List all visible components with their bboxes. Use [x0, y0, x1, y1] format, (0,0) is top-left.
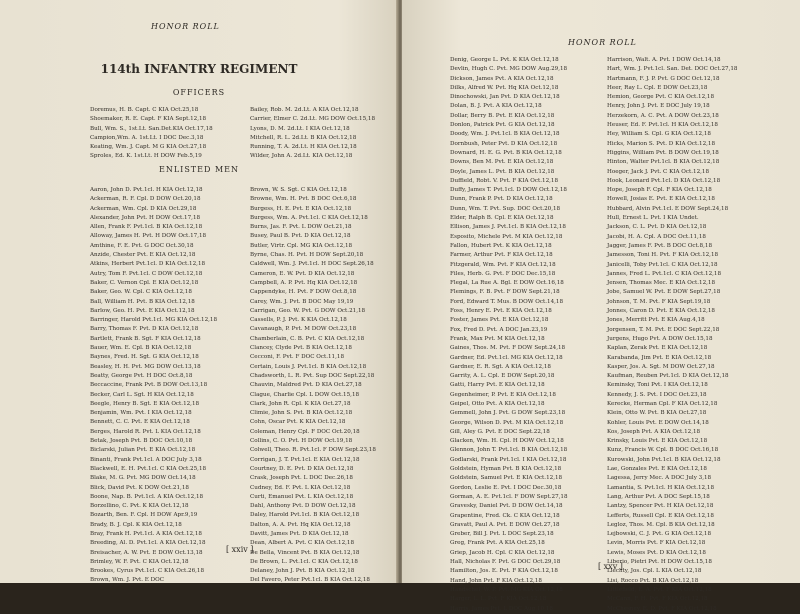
honor-roll-entry: Caldwell, Wm. J. Pvt.1cl. H DOC Sept.26,18: [250, 261, 374, 268]
honor-roll-entry: Cohn, Oscar Pvt. K KIA Oct.12,18: [250, 419, 346, 426]
honor-roll-entry: Lewis, Moses Pvt. D KIA Oct.12,18: [607, 549, 706, 556]
honor-roll-entry: Geipel, Otto Pvt. A KIA Oct.12,18: [450, 400, 545, 407]
honor-roll-entry: Karabanda, Jim Pvt. E KIA Oct.12,18: [607, 354, 712, 361]
honor-roll-entry: Anzide, Chester Pvt. E KIA Oct.12,18: [90, 252, 196, 259]
honor-roll-entry: Burns, Jas. F. Pvt. L DOW Oct.21,18: [250, 224, 352, 231]
officers-column-1: [90, 106, 213, 162]
honor-roll-entry: Liechty, Jos. Cpl. L KIA Oct.12,18: [607, 568, 702, 575]
enlisted-column-1: [90, 186, 217, 586]
honor-roll-entry: Lae, Gonzales Pvt. E KIA Oct.12,18: [607, 466, 707, 473]
honor-roll-entry: Cappendyke, H. Pvt. F DOW Oct.8,18: [250, 289, 357, 296]
honor-roll-entry: Harger, L. L. Pvt. F KIA Oct.12,18: [450, 596, 547, 603]
folio-right: [ xxv ]: [598, 562, 623, 571]
honor-roll-entry: Bozarth, Ben. F. Cpl. H DOW Apr.9,19: [90, 512, 198, 519]
honor-roll-entry: Barry, Thomas F. Pvt. D KIA Oct.12,18: [90, 326, 199, 333]
honor-roll-entry: Foss, Henry E. Pvt. E KIA Oct.12,18: [450, 308, 552, 315]
honor-roll-entry: Cudney, Ed. F. Pvt. L KIA Oct.12,18: [250, 484, 351, 491]
honor-roll-entry: Keminsky, Toni Pvt. I KIA Oct.12,18: [607, 382, 708, 389]
honor-roll-entry: Bull, Wm. S., 1st.Lt. San.Det.KIA Oct.17,18: [90, 125, 213, 132]
honor-roll-entry: Downard, H. E. G. Pvt. B KIA Oct.12,18: [450, 149, 562, 156]
honor-roll-entry: Gravesky, Daniel Pvt. D DOW Oct.14,18: [450, 503, 563, 510]
honor-roll-entry: Ball, William H. Pvt. B KIA Oct.12,18: [90, 298, 195, 305]
honor-roll-entry: Dollar, Berry B. Pvt. E KIA Oct.12,18: [450, 112, 555, 119]
honor-roll-entry: De Brown, L. Pvt.1cl. C KIA Oct.12,18: [250, 558, 358, 565]
honor-roll-entry: Kohler, Louis Pvt. E DOW Oct.14,18: [607, 419, 709, 426]
honor-roll-entry: Doody, Wm. J. Pvt.1cl. B KIA Oct.12,18: [450, 131, 560, 138]
honor-roll-entry: Hamilton, Jos. E. Pvt. F KIA Oct.12,18: [450, 568, 558, 575]
honor-roll-entry: Kos, Joseph Pvt. A KIA Oct.12,18: [607, 428, 701, 435]
honor-roll-entry: Downs, Ben M. Pvt. E KIA Oct.12,18: [450, 159, 554, 166]
honor-roll-entry: Benjamin, Wm. Pvt. I KIA Oct.12,18: [90, 410, 192, 417]
honor-roll-entry: Atkins, Herbert Pvt.1cl. D KIA Oct.12,18: [90, 261, 206, 268]
honor-roll-entry: Clancey, Clyde Pvt. B KIA Oct.12,18: [250, 345, 352, 352]
honor-roll-entry: Harris, James Pvt. L DOC Aug.10,18: [450, 605, 553, 612]
honor-roll-entry: Ford, Edward T. Mus. B DOW Oct.14,18: [450, 298, 564, 305]
honor-roll-entry: Dalton, A. A. Pvt. Hq KIA Oct.12,18: [250, 521, 351, 528]
honor-roll-entry: Kennedy, J. S. Pvt. I DOC Oct.23,18: [607, 391, 707, 398]
honor-roll-entry: Ackerman, Wm. Cpl. D KIA Oct.29,18: [90, 205, 197, 212]
honor-roll-entry: Gatti, Harry Pvt. E KIA Oct.12,18: [450, 382, 545, 389]
honor-roll-entry: Clague, Charlie Cpl. L DOW Oct.15,18: [250, 391, 360, 398]
officers-heading: OFFICERS: [172, 88, 226, 97]
honor-roll-entry: Blake, M. G. Pvt. MG DOW Oct.14,18: [90, 475, 196, 482]
honor-roll-entry: Beegle, Henry B. Sgt. E KIA Oct.12,18: [90, 400, 200, 407]
honor-roll-entry: Donlon, Patrick Pvt. G KIA Oct.12,18: [450, 122, 555, 129]
honor-roll-entry: Heer, Ray L. Cpl. E DOW Oct.23,18: [607, 84, 708, 91]
honor-roll-entry: Campion,Wm. A. 1st.Lt. I DOC Dec.3,18: [90, 134, 204, 141]
honor-roll-entry: Hubbard, Alvin Pvt.1cl. E DOW Sept.24,18: [607, 205, 729, 212]
honor-roll-entry: Heuser, Ed. F. Pvt.1cl. H KIA Oct.12,18: [607, 122, 718, 129]
enlisted-column-2: [250, 186, 376, 586]
honor-roll-entry: Byrne, Chas. H. Pvt. H DOW Sept.20,18: [250, 252, 364, 259]
honor-roll-entry: Aaron, John D. Pvt.1cl. H KIA Oct.12,18: [90, 187, 203, 193]
honor-roll-entry: Jackson, C. L. Pvt. D KIA Oct.12,18: [607, 224, 707, 231]
honor-roll-entry: Chadsworth, L. R. Pvt. Sup DOC Sept.22,18: [250, 372, 375, 379]
honor-roll-entry: Dolan, B. J. Pvt. A KIA Oct.12,18: [450, 103, 542, 110]
honor-roll-entry: Gegenheimer, P. Pvt. E KIA Oct.12,18: [450, 391, 556, 398]
honor-roll-entry: Foster, James Pvt. E KIA Oct.12,18: [450, 317, 549, 324]
honor-roll-entry: Grapentine, Fred. Ck. C KIA Oct.12,18: [450, 512, 560, 519]
honor-roll-entry: Barringer, Harold Pvt.1cl. MG KIA Oct.12,18: [90, 317, 218, 324]
honor-roll-entry: Jamesson, Toni H. Pvt. F KIA Oct.12,18: [607, 252, 719, 259]
honor-roll-entry: Garrity, A. L. Cpl. E DOW Sept.20,18: [450, 373, 555, 380]
honor-roll-entry: Blackwell, E. H. Pvt.1cl. C KIA Oct.25,18: [90, 465, 207, 472]
honor-roll-entry: Goldstein, Hyman Pvt. B KIA Oct.12,18: [450, 466, 562, 473]
honor-roll-entry: McChesney, E. D. Pvt. F KIA Oct.12,18: [607, 605, 717, 612]
honor-roll-entry: Handschel, W. P. Pvt. MG KIA Oct.12,18: [450, 586, 563, 593]
honor-roll-entry: Jurgens, Hugo Pvt. A DOW Oct.15,18: [607, 335, 713, 342]
honor-roll-entry: Griep, Jacob H. Cpl. C KIA Oct.12,18: [450, 549, 555, 556]
honor-roll-entry: Duffield, Robt. V. Pvt. F KIA Oct.12,18: [450, 177, 559, 184]
honor-roll-entry: Fitzgerald, Wm. Pvt. F KIA Oct.12,18: [450, 261, 556, 268]
honor-roll-entry: Crask, Joseph Pvt. L DOC Dec.26,18: [250, 475, 353, 482]
honor-roll-entry: Devlin, Hugh C. Pvt. MG DOW Aug.29,18: [450, 66, 568, 73]
honor-roll-entry: Hartmann, F. J. P. Pvt. G DOC Oct.12,18: [607, 75, 720, 82]
honor-roll-entry: Dahl, Anthony Pvt. D DOW Oct.12,18: [250, 503, 356, 510]
honor-roll-entry: Dilks, Alfred W. Pvt. Hq KIA Oct.12,18: [450, 84, 559, 91]
honor-roll-entry: Henry, John J. Pvt. E DOC July 19,18: [607, 103, 710, 110]
honor-roll-entry: Colwell, Theo. R. Pvt.1cl. F DOW Sept.23,18: [250, 447, 376, 454]
honor-roll-entry: Courtney, D. E. Pvt. D KIA Oct.12,18: [250, 465, 354, 472]
honor-roll-entry: Frank, Max Pvt. M KIA Oct.12,18: [450, 335, 545, 342]
honor-roll-entry: Davitt, James Pvt. D KIA Oct.12,18: [250, 530, 349, 537]
honor-roll-entry: Dunn, Frank P. Pvt. D KIA Oct.12,18: [450, 196, 553, 203]
honor-roll-entry: Binanti, Frank Pvt.1cl. A DOC July 3,18: [90, 456, 202, 463]
honor-roll-entry: Flemings, F. B. Pvt. F DOW Sept.21,18: [450, 289, 560, 296]
honor-roll-entry: Jacobi, H. A. Cpl. A DOC Oct.11,18: [607, 233, 706, 240]
honor-roll-entry: Brady, B. J. Cpl. K KIA Oct.12,18: [90, 521, 182, 528]
honor-roll-entry: Del Favero, Peter Pvt.1cl. B KIA Oct.12,18: [250, 577, 370, 584]
honor-roll-entry: Gardner, E. R. Sgt. A KIA Oct.12,18: [450, 363, 551, 370]
honor-roll-entry: Kerecke, Herman Cpl. F KIA Oct.12,18: [607, 400, 718, 407]
honor-roll-entry: Browne, Wm. H. Pvt. B DOC Oct.6,18: [250, 196, 357, 203]
honor-roll-entry: McCann, F. H. Pvt. F KIA Oct.12,18: [607, 596, 708, 603]
honor-roll-entry: Hicks, Marion S. Pvt. D KIA Oct.12,18: [607, 140, 716, 147]
honor-roll-entry: Lang, Arthur Pvt. A DOC Sept.15,18: [607, 493, 710, 500]
honor-roll-entry: Kunz, Francis W. Cpl. B DOC Oct.16,18: [607, 447, 719, 454]
honor-roll-entry: Becker, Carl L. Sgt. H KIA Oct.12,18: [90, 391, 194, 398]
honor-roll-entry: Amthine, F. E. Pvt. G DOC Oct.30,18: [90, 242, 194, 249]
honor-roll-entry: Gravatt, Paul A. Pvt. E DOW Oct.27,18: [450, 521, 560, 528]
honor-roll-entry: Campbell, A. P. Pvt. Hq KIA Oct.12,18: [250, 279, 358, 286]
honor-roll-entry: Hope, Joseph F. Cpl. F KIA Oct.12,18: [607, 187, 712, 194]
honor-roll-entry: Dinochowski, Jan Pvt. D KIA Oct.12,18: [450, 94, 560, 101]
honor-roll-entry: Breeding, Al. D. Pvt.1cl. A KIA Oct.12,18: [90, 540, 206, 547]
honor-roll-entry: Elder, Ralph B. Cpl. E KIA Oct.12,18: [450, 215, 554, 222]
honor-roll-entry: Beccaccine, Frank Pvt. B DOW Oct.13,18: [90, 382, 208, 389]
honor-roll-entry: Jonnes, Caron D. Pvt. E KIA Oct.12,18: [607, 308, 715, 315]
honor-roll-entry: Liberio, Pietri Pvt. H DOW Oct.15,18: [607, 559, 712, 566]
honor-roll-entry: Fallon, Hubert Pvt. K KIA Oct.12,18: [450, 242, 552, 249]
honor-roll-entry: Cavanaugh, P. Pvt. M DOW Oct.23,18: [250, 326, 357, 333]
honor-roll-entry: Brown, Wm. J. Pvt. E DOC: [90, 577, 165, 584]
honor-roll-entry: Krinsky, Louis Pvt. E KIA Oct.12,18: [607, 438, 708, 445]
honor-roll-entry: Klein, Otto W. Pvt. B KIA Oct.27,18: [607, 410, 707, 417]
honor-roll-entry: Hart, Wm. J. Pvt.1cl. San. Det. DOC Oct.27,18: [607, 66, 738, 73]
honor-roll-entry: Hall, Nicholas F. Pvt. G DOC Oct.29,18: [450, 559, 561, 566]
honor-roll-entry: Breisacher, A. W. Pvt. E DOW Oct.13,18: [90, 549, 203, 556]
honor-roll-entry: Higgins, William Pvt. B DOW Oct.19,18: [607, 149, 719, 156]
honor-roll-entry: Jensen, Thomas Mec. E KIA Oct.12,18: [607, 280, 716, 287]
honor-roll-entry: Carey, Wm. J. Pvt. B DOC May 19,19: [250, 298, 354, 305]
honor-roll-entry: Hook, Leonard Pvt.1cl. D KIA Oct.12,18: [607, 177, 721, 184]
honor-roll-entry: Lamantia, S. Pvt.1cl. H KIA Oct.12,18: [607, 484, 715, 491]
officers-column-2: [250, 106, 375, 162]
honor-roll-entry: Wilder, John A. 2d.Lt. KIA Oct.12,18: [250, 153, 353, 160]
honor-roll-entry: Blick, David Pvt. K DOW Oct.21,18: [90, 484, 189, 491]
honor-roll-entry: Climie, John S. Pvt. B KIA Oct.12,18: [250, 410, 353, 417]
honor-roll-entry: Gardner, Ed. Pvt.1cl. MG KIA Oct.12,18: [450, 354, 563, 361]
honor-roll-entry: Lisi, Rocco Pvt. B KIA Oct.12,18: [607, 577, 699, 584]
honor-roll-entry: Glacken, Wm. H. Cpl. H DOW Oct.12,18: [450, 438, 564, 445]
honor-roll-entry: Jones, Merritt Pvt. E KIA Aug.4,18: [607, 317, 705, 324]
honor-roll-entry: Doyle, James L. Pvt. B KIA Oct.12,18: [450, 168, 555, 175]
honor-roll-entry: Bennett, C. C. Pvt. E KIA Oct.12,18: [90, 419, 190, 426]
honor-roll-entry: George, Wilson D. Pvt. M KIA Oct.12,18: [450, 419, 564, 426]
honor-roll-entry: Allen, Frank F. Pvt.1cl. B KIA Oct.12,18: [90, 224, 203, 231]
honor-roll-entry: Carrier, Elmer C. 2d.Lt. MG DOW Oct.15,18: [250, 116, 376, 123]
honor-roll-entry: Hand, John Pvt. F KIA Oct.12,18: [450, 577, 542, 584]
honor-roll-entry: Chauvin, Maldred Pvt. D KIA Oct.27,18: [250, 382, 362, 389]
honor-roll-entry: Glennon, John T. Pvt.1cl. B KIA Oct.12,18: [450, 447, 568, 454]
honor-roll-entry: Baynes, Fred. H. Sgt. G KIA Oct.12,18: [90, 354, 199, 361]
folio-left: [ xxiv ]: [226, 545, 254, 554]
honor-roll-entry: Lantzy, Spencer Pvt. H KIA Oct.12,18: [607, 503, 714, 510]
honor-roll-entry: Bartlett, Frank B. Sgt. F KIA Oct.12,18: [90, 335, 201, 342]
honor-roll-entry: Hinton, Walter Pvt.1cl. B KIA Oct.12,18: [607, 159, 720, 166]
honor-roll-entry: Gordon, Leslie E. Pvt. I DOC Dec.30,18: [450, 484, 562, 491]
honor-roll-entry: Gemmell, John J. Pvt. G DOW Sept.23,18: [450, 410, 566, 417]
honor-roll-entry: Coleman, Henry Cpl. F DOC Oct.20,18: [250, 428, 360, 435]
honor-roll-entry: Burgess, H. E. Pvt. E KIA Oct.12,18: [250, 205, 352, 212]
honor-roll-entry: Legloz, Thos. M. Cpl. B KIA Oct.12,18: [607, 521, 715, 528]
honor-roll-entry: Carrigan, Geo. W. Pvt. G DOW Oct.21,18: [250, 307, 366, 314]
honor-roll-entry: Hull, Ernest L. Pvt. I KIA Undet.: [607, 215, 699, 222]
right-column-2: [607, 56, 737, 614]
honor-roll-entry: Lefferts, Russell Cpl. E KIA Oct.12,18: [607, 512, 714, 519]
honor-roll-entry: Lejbowski, C. J. Pvt. G KIA Oct.12,18: [607, 531, 712, 538]
honor-roll-entry: Dickson, James Pvt. A KIA Oct.12,18: [450, 75, 554, 82]
honor-roll-entry: Running, T. A. 2d.Lt. H KIA Oct.12,18: [250, 144, 357, 151]
honor-roll-entry: Files, Herb. G. Pvt. F DOC Dec.15,18: [450, 270, 556, 277]
honor-roll-entry: Cameron, E. W. Pvt. D KIA Oct.12,18: [250, 270, 355, 277]
honor-roll-entry: Brookes, Cyrus Pvt.1cl. C KIA Oct.26,18: [90, 568, 205, 575]
honor-roll-entry: Alexander, John Pvt. H DOW Oct.17,18: [90, 214, 201, 221]
honor-roll-entry: Butler, Virtr. Cpl. MG KIA Oct.12,18: [250, 242, 353, 249]
honor-roll-entry: Hemion, George Pvt. C KIA Oct.12,18: [607, 94, 715, 101]
honor-roll-entry: Certain, Louis J. Pvt.1cl. B KIA Oct.12,18: [250, 363, 367, 370]
honor-roll-entry: Duffy, James T. Pvt.1cl. D DOW Oct.12,18: [450, 187, 567, 194]
right-column-1: [450, 56, 568, 614]
honor-roll-entry: Bailey, Rob. M. 2d.Lt. A KIA Oct.12,18: [250, 107, 359, 113]
honor-roll-entry: Cecconi, F. Pvt. F DOC Oct.11,18: [250, 354, 345, 361]
honor-roll-entry: Mitchell, R. L. 2d.Lt. B KIA Oct.12,18: [250, 134, 357, 141]
honor-roll-entry: Betak, Joseph Pvt. B DOC Oct.10,18: [90, 438, 193, 445]
honor-roll-entry: Doremus, H. B. Capt. C KIA Oct.25,18: [90, 107, 199, 113]
honor-roll-entry: Greg, Frank Pvt. A KIA Oct.25,18: [450, 540, 545, 547]
honor-roll-entry: Herzekorn, A. C. Pvt. A DOW Oct.23,18: [607, 112, 719, 119]
honor-roll-entry: Godlarski, Frank Pvt.1cl. I KIA Oct.12,18: [450, 456, 567, 463]
honor-roll-entry: Levin, Morris Pvt. F KIA Oct.12,18: [607, 540, 706, 547]
honor-roll-entry: Gaines, Thos. M. Pvt. F DOW Sept.24,18: [450, 345, 566, 352]
honor-roll-entry: Burgess, Wm. A. Pvt.1cl. C KIA Oct.12,18: [250, 214, 368, 221]
honor-roll-entry: Barlow, Geo. H. Pvt. E KIA Oct.12,18: [90, 307, 195, 314]
right-page: [402, 0, 800, 612]
honor-roll-entry: Jobe, Samuel W. Pvt. E DOW Sept.27,18: [607, 289, 721, 296]
honor-roll-entry: Dunn, Wm. T. Pvt. Sup. DOC Oct.20,18: [450, 205, 561, 212]
honor-roll-entry: Johnson, T. M. Pvt. F KIA Sept.19,18: [607, 298, 711, 305]
honor-roll-entry: Lyons, D. M. 2d.Lt. I KIA Oct.12,18: [250, 125, 350, 132]
honor-roll-entry: Borzellino, C. Pvt. K KIA Oct.12,18: [90, 503, 189, 510]
running-head-right: HONOR ROLL: [568, 38, 637, 47]
honor-roll-entry: Janicelli, Toby Pvt.1cl. C KIA Oct.12,18: [607, 261, 718, 268]
honor-roll-entry: Ackerman, R. F. Cpl. D DOW Oct.20,18: [90, 196, 201, 203]
honor-roll-entry: Beasley, H. H. Pvt. MG DOW Oct.13,18: [90, 363, 201, 370]
honor-roll-entry: Harrison, Walt. A. Pvt. I DOW Oct.14,18: [607, 57, 721, 63]
left-page: [0, 0, 398, 583]
honor-roll-entry: Kaplan, Zerak Pvt. E KIA Oct.12,18: [607, 345, 708, 352]
honor-roll-entry: Kaufman, Reuben Pvt.1cl. D KIA Oct.12,18: [607, 373, 729, 380]
honor-roll-entry: Cassells, P. J. Pvt. K KIA Oct.12,18: [250, 317, 347, 324]
honor-roll-entry: Jagger, James F. Pvt. B DOC Oct.8,18: [607, 242, 713, 249]
honor-roll-entry: Lagessa, Jerry Mec. A DOC July 3,18: [607, 475, 712, 482]
honor-roll-entry: Boone, Nap. B. Pvt.1cl. A KIA Oct.12,18: [90, 493, 204, 500]
honor-roll-entry: Collins, C. O. Pvt. H DOW Oct.19,18: [250, 438, 353, 445]
honor-roll-entry: Corrigan, J. T. Pvt.1cl. E KIA Oct.12,18: [250, 456, 360, 463]
honor-roll-entry: Autry, Tom F. Pvt.1cl. C DOW Oct.12,18: [90, 270, 203, 277]
honor-roll-entry: Ellison, James J. Pvt.1cl. B KIA Oct.12,18: [450, 224, 566, 231]
honor-roll-entry: Berges, Harold R. Pvt. L KIA Oct.12,18: [90, 428, 201, 435]
honor-roll-entry: Dean, Albert A. Pvt. C KIA Oct.12,18: [250, 540, 355, 547]
honor-roll-entry: Brimley, W. F. Pvt. C KIA Oct.12,18: [90, 558, 189, 565]
honor-roll-entry: Curti, Emanuel Pvt. L KIA Oct.12,18: [250, 493, 354, 500]
honor-roll-entry: Baker, C. Vernon Cpl. E KIA Oct.12,18: [90, 279, 199, 286]
enlisted-heading: ENLISTED MEN: [159, 165, 239, 174]
honor-roll-entry: Kurowski, John Pvt.1cl. B KIA Oct.12,18: [607, 456, 721, 463]
honor-roll-entry: Sproles, Ed. K. 1st.Lt. H DOW Feb.5,19: [90, 153, 202, 160]
honor-roll-entry: Beatty, George Pvt. H DOC Oct.8,18: [90, 372, 193, 379]
honor-roll-entry: Farmer, Arthur Pvt. F KIA Oct.12,18: [450, 252, 553, 259]
honor-roll-entry: Greber, Bill J. Pvt. L DOC Sept.23,18: [450, 531, 554, 538]
honor-roll-entry: Bray, Frank H. Pvt.1cl. A KIA Oct.12,18: [90, 530, 202, 537]
running-head-left: HONOR ROLL: [151, 22, 220, 31]
honor-roll-entry: Delaney, John J. Pvt. B KIA Oct.12,18: [250, 568, 355, 575]
honor-roll-entry: Busey, Paul B. Pvt. D KIA Oct.12,18: [250, 233, 351, 240]
honor-roll-entry: Kasper, Jos. A. Sgt. M DOW Oct.27,18: [607, 363, 715, 370]
honor-roll-entry: Jannes, Fred L. Pvt.1cl. C KIA Oct.12,18: [607, 270, 722, 277]
honor-roll-entry: Shoemaker, R. E. Capt. F KIA Sept.12,18: [90, 116, 207, 123]
honor-roll-entry: Brown, W. S. Sgt. C KIA Oct.12,18: [250, 187, 347, 193]
honor-roll-entry: Biclarski, Julian Pvt. E KIA Oct.12,18: [90, 447, 196, 454]
honor-roll-entry: Clark, John R. Cpl. K KIA Oct.27,18: [250, 400, 351, 407]
honor-roll-entry: Alloway, James H. Pvt. H DOW Oct.17,18: [90, 233, 207, 240]
honor-roll-entry: Fox, Fred D. Pvt. A DOC Jan.23,19: [450, 326, 548, 333]
honor-roll-entry: Bauer, Wm. E. Cpl. B KIA Oct.12,18: [90, 345, 192, 352]
honor-roll-entry: Gill, Aley G. Pvt. E DOC Sept.22,18: [450, 428, 550, 435]
honor-roll-entry: Hey, William S. Cpl. G KIA Oct.12,18: [607, 131, 711, 138]
honor-roll-entry: Gorman, A. E. Pvt.1cl. F DOW Sept.27,18: [450, 493, 568, 500]
honor-roll-entry: Chamberlain, C. B. Pvt. C KIA Oct.12,18: [250, 335, 365, 342]
honor-roll-entry: Howell, Josias E. Pvt. E KIA Oct.12,18: [607, 196, 715, 203]
honor-roll-entry: Flegal, La Rue A. Bgl. E DOW Oct.16,18: [450, 280, 564, 287]
honor-roll-entry: Goldstein, Samuel Pvt. E KIA Oct.12,18: [450, 475, 563, 482]
regiment-title: 114th INFANTRY REGIMENT: [100, 62, 298, 76]
honor-roll-entry: Littlefield, E. A. Pvt. F KIA Oct.12,18: [607, 586, 712, 593]
honor-roll-entry: Daley, Harold Pvt.1cl. B KIA Oct.12,18: [250, 512, 360, 519]
honor-roll-entry: De Bella, Vincent Pvt. B KIA Oct.12,18: [250, 549, 360, 556]
honor-roll-entry: Baker, Geo. W. Cpl. C KIA Oct.12,18: [90, 289, 192, 296]
honor-roll-entry: Jorgensen, T. M. Pvt. E DOC Sept.22,18: [607, 326, 720, 333]
honor-roll-entry: Keating, Wm. J. Capt. M G KIA Oct.27,18: [90, 144, 207, 151]
honor-roll-entry: Hoeger, Jack J. Pvt. C KIA Oct.12,18: [607, 168, 710, 175]
honor-roll-entry: Denig, George L. Pvt. K KIA Oct.12,18: [450, 57, 559, 63]
honor-roll-entry: Dornbush, Peter Pvt. D KIA Oct.12,18: [450, 140, 558, 147]
honor-roll-entry: Esposito, Michele Pvt. M KIA Oct.12,18: [450, 233, 563, 240]
